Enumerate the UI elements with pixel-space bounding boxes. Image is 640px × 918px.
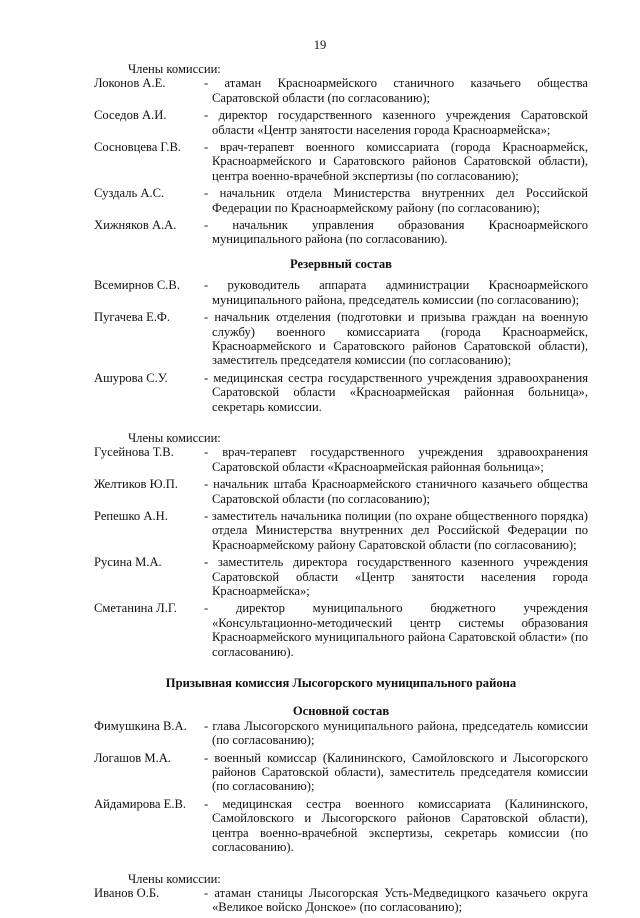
member-role: - врач-терапевт государственного учреждения здравоохранения Саратовской области «Красноармейская районная больница»; [204,445,588,474]
member-name: Репешко А.Н. [94,508,168,523]
member-role: - начальник штаба Красноармейского станичного казачьего общества Саратовской области (по согласованию); [204,477,588,506]
member-role: - глава Лысогорского муниципального района, председатель комиссии (по согласованию); [204,718,588,748]
member-role: - начальник отделения (подготовки и призыва граждан на военную службу) военного комиссариата (города Красноармейск, Красноармейского и Саратовского районов Саратовской области), заместитель председателя комиссии (по согласованию); [204,310,588,368]
reserve-list [94,278,588,414]
lysogorsk-members-list [94,886,588,915]
member-row [94,797,588,855]
member-row [94,310,588,368]
member-row [94,140,588,183]
member-name: Сосновцева Г.В. [94,140,181,155]
main-composition-heading: Основной состав [292,704,390,719]
member-name: Желтиков Ю.П. [94,477,178,492]
member-name: Хижняков А.А. [94,218,177,233]
member-name: Фимушкина В.А. [94,718,187,733]
member-name: Ашурова С.У. [94,370,168,385]
member-row [94,886,588,915]
reserve-heading: Резервный состав [290,256,392,271]
member-role: - заместитель начальника полиции (по охране общественного порядка) отдела Министерства внутренних дел Российской Федерации по Красноармейскому району Саратовской области (по согласованию); [204,508,588,552]
member-role: - медицинская сестра военного комиссариата (Калининского, Самойловского и Лысогорского районов Саратовской области), центра военно-врачебной экспертизы, секретарь комиссии (по согласованию). [204,796,588,855]
member-name: Суздаль А.С. [94,186,165,201]
members-list-2 [94,445,588,659]
member-name: Пугачева Е.Ф. [94,310,171,325]
members-list-1 [94,76,588,246]
member-row [94,477,588,506]
member-row [94,751,588,794]
member-name: Айдамирова Е.В. [94,796,187,811]
member-row [94,555,588,598]
member-row [94,76,588,105]
page-number: 19 [313,38,327,52]
member-row [94,218,588,247]
document-body [94,62,588,918]
member-row [94,108,588,137]
member-name: Всемирнов С.В. [94,278,180,293]
member-row [94,278,588,307]
member-row [94,371,588,414]
member-name: Логашов М.А. [94,750,171,765]
member-row [94,186,588,215]
member-role: - директор государственного казенного учреждения Саратовской области «Центр занятости населения города Красноармейска»; [204,108,588,137]
member-role: - директор муниципального бюджетного учреждения «Консультационно-методический центр системы образования Красноармейского муниципального района Саратовской области» (по согласованию). [204,601,588,659]
member-name: Локонов А.Е. [94,76,166,91]
member-name: Соседов А.И. [94,108,167,123]
member-name: Сметанина Л.Г. [94,601,177,616]
member-role: - начальник отдела Министерства внутренних дел Российской Федерации по Красноармейскому району (по согласованию); [204,186,588,215]
members-label: Члены комиссии: [128,430,221,445]
member-row [94,445,588,474]
commission-title: Призывная комиссия Лысогорского муниципального района [165,676,517,691]
member-row [94,601,588,659]
member-role: - атаман Красноармейского станичного казачьего общества Саратовской области (по согласованию); [204,76,588,105]
member-role: - медицинская сестра государственного учреждения здравоохранения Саратовской области «Красноармейская районная больница», секретарь комиссии. [204,370,588,414]
member-name: Гусейнова Т.В. [94,445,174,460]
member-row [94,509,588,552]
member-name: Иванов О.Б. [94,885,160,900]
member-role: - начальник управления образования Красноармейского муниципального района (по согласованию). [204,218,588,247]
member-role: - заместитель директора государственного казенного учреждения Саратовской области «Центр занятости населения города Красноармейска»; [204,555,588,598]
member-role: - врач-терапевт военного комиссариата (города Красноармейск, Красноармейского и Саратовского районов Саратовской области), центра военно-врачебной экспертизы (по согласованию); [204,140,588,183]
member-role: - атаман станицы Лысогорская Усть-Медведицкого казачьего округа «Великое войско Донское» (по согласованию); [204,885,588,915]
member-row [94,719,588,748]
member-role: - руководитель аппарата администрации Красноармейского муниципального района, председатель комиссии (по согласованию); [204,278,588,307]
member-name: Русина М.А. [94,555,162,570]
members-label: Члены комиссии: [128,871,221,886]
member-role: - военный комиссар (Калининского, Самойловского и Лысогорского районов Саратовской области), заместитель председателя комиссии (по согласованию); [204,750,588,794]
lysogorsk-main-list [94,719,588,855]
members-label: Члены комиссии: [128,62,221,76]
